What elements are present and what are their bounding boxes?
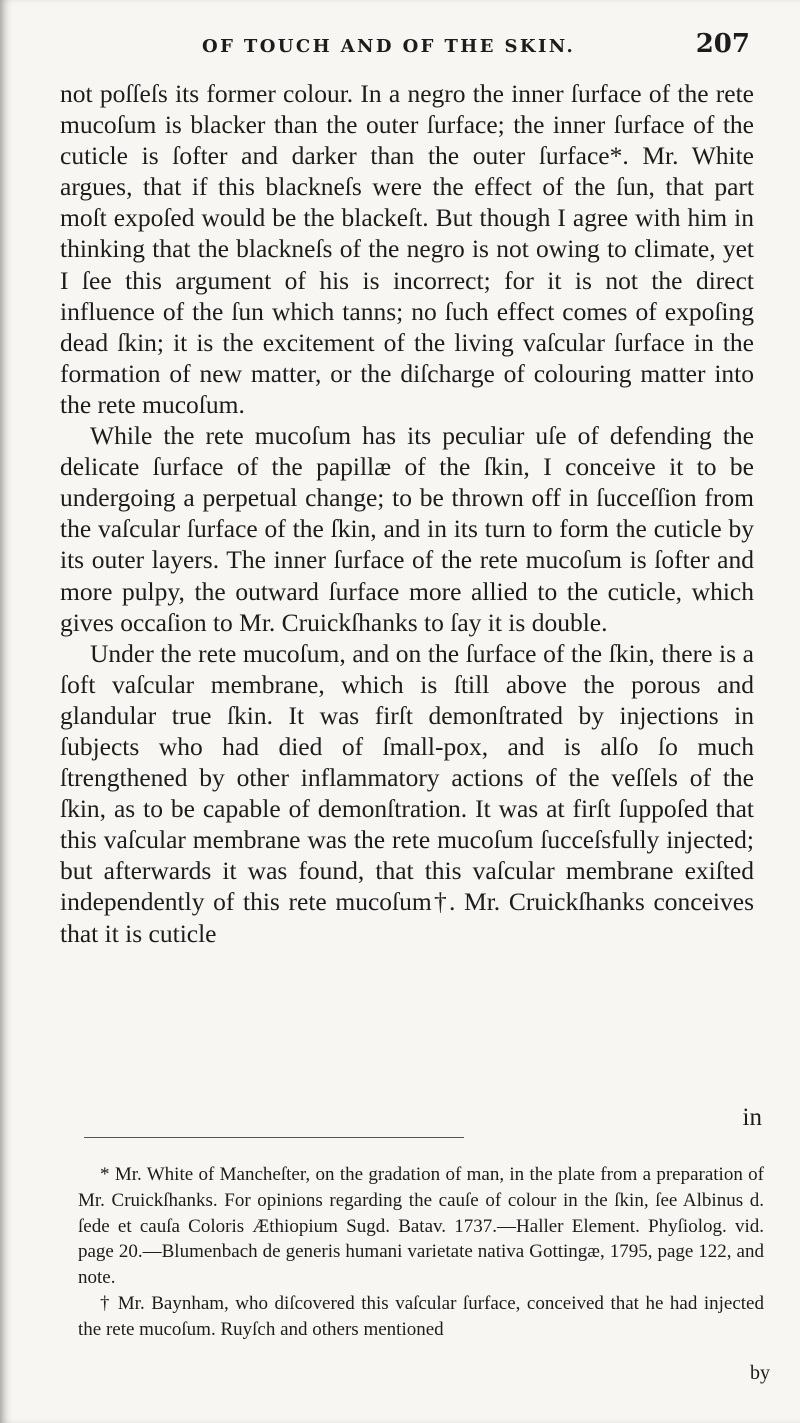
- paragraph-1: not poſſeſs its former colour. In a negro the inner ſurface of the rete mucoſum is blacker than the outer ſurface; the inner ſurface of the cuticle is ſofter and darker than the outer ſurface*. Mr. White argues, that if this blackneſs were the effect of the ſun, that part moſt expoſed would be the blackeſt. But though I agree with him in thinking that the blackneſs of the negro is not owing to climate, yet I ſee this argument of his is incorrect; for it is not the direct influence of the ſun which tanns; no ſuch effect comes of expoſing dead ſkin; it is the excitement of the living vaſcular ſurface in the formation of new matter, or the diſcharge of colouring matter into the rete mucoſum.: [60, 79, 754, 419]
- footnote-rule: [84, 1137, 464, 1138]
- footnote-catchword: by: [750, 1362, 770, 1384]
- body-text: [60, 78, 754, 949]
- footnote-asterisk: * Mr. White of Mancheſter, on the gradation of man, in the plate from a preparation of Mr. Cruickſhanks. For opinions regarding the cauſe of colour in the ſkin, ſee Albinus d. ſede et cauſa Coloris Æthiopium Sugd. Batav. 1737.—Haller Element. Phyſiolog. vid. page 20.—Blumenbach de generis humani varietate nativa Gottingæ, 1795, page 122, and note.: [78, 1164, 764, 1289]
- running-head: OF TOUCH AND OF THE SKIN.: [202, 36, 576, 57]
- paragraph-2: While the rete mucoſum has its peculiar uſe of defending the delicate ſurface of the papillæ of the ſkin, I conceive it to be undergoing a perpetual change; to be thrown off in ſucceſſion from the vaſcular ſurface of the ſkin, and in its turn to form the cuticle by its outer layers. The inner ſurface of the rete mucoſum is ſofter and more pulpy, the outward ſurface more allied to the cuticle, which gives occaſion to Mr. Cruickſhanks to ſay it is double.: [60, 421, 754, 637]
- footnotes: [78, 1162, 764, 1343]
- body-catchword: in: [742, 1104, 762, 1131]
- footnote-dagger: † Mr. Baynham, who diſcovered this vaſcular ſurface, conceived that he had injected the rete mucoſum. Ruyſch and others mentioned: [78, 1292, 764, 1340]
- paragraph-3: Under the rete mucoſum, and on the ſurface of the ſkin, there is a ſoft vaſcular membrane, which is ſtill above the porous and glandular true ſkin. It was firſt demonſtrated by injections in ſubjects who had died of ſmall-pox, and is alſo ſo much ſtrengthened by other inflammatory actions of the veſſels of the ſkin, as to be capable of demonſtration. It was at firſt ſuppoſed that this vaſcular membrane was the rete mucoſum ſucceſsfully injected; but afterwards it was found, that this vaſcular membrane exiſted independently of this rete mucoſum†. Mr. Cruickſhanks conceives that it is cuticle: [60, 638, 754, 948]
- page-number: 207: [695, 29, 750, 59]
- page-header: [60, 28, 760, 62]
